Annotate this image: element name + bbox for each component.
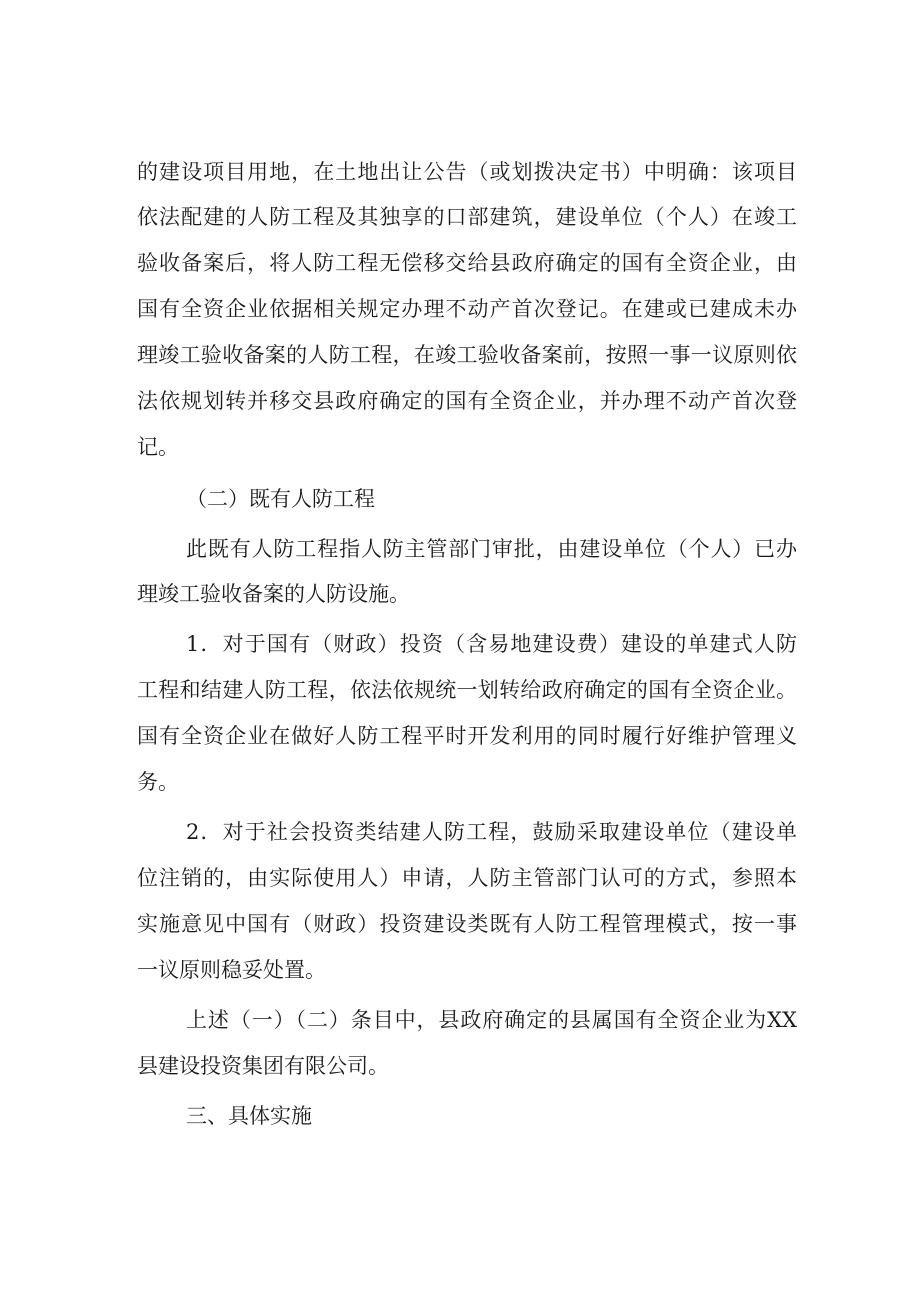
text-line: 验收备案后，将人防工程无偿移交给县政府确定的国有全资企业，由 — [137, 251, 797, 275]
text-line: 务。 — [137, 770, 179, 794]
text-line: 实施意见中国有（财政）投资建设类既有人防工程管理模式，按一事 — [137, 912, 797, 936]
heading-implementation: 三、具体实施 — [186, 1104, 312, 1128]
text-line: 2．对于社会投资类结建人防工程，鼓励采取建设单位（建设单 — [186, 820, 797, 844]
text-line: 一议原则稳妥处置。 — [137, 958, 326, 982]
text-line: 此既有人防工程指人防主管部门审批，由建设单位（个人）已办 — [186, 537, 797, 561]
text-line: 法依规划转并移交县政府确定的国有全资企业，并办理不动产首次登 — [137, 389, 797, 413]
heading-existing-works: （二）既有人防工程 — [186, 487, 375, 511]
text-line: 依法配建的人防工程及其独享的口部建筑，建设单位（个人）在竣工 — [137, 205, 797, 229]
text-line: 1．对于国有（财政）投资（含易地建设费）建设的单建式人防 — [186, 632, 797, 656]
text-line: 理竣工验收备案的人防设施。 — [137, 582, 410, 606]
text-line: 国有全资企业依据相关规定办理不动产首次登记。在建或已建成未办 — [137, 297, 797, 321]
text-line: 工程和结建人防工程，依法依规统一划转给政府确定的国有全资企业。 — [137, 678, 797, 702]
text-line: 理竣工验收备案的人防工程，在竣工验收备案前，按照一事一议原则依 — [137, 343, 797, 367]
text-line: 的建设项目用地，在土地出让公告（或划拨决定书）中明确：该项目 — [137, 160, 797, 184]
text-line: 县建设投资集团有限公司。 — [137, 1054, 389, 1078]
text-line: 位注销的，由实际使用人）申请，人防主管部门认可的方式，参照本 — [137, 866, 797, 890]
text-line: 上述（一）（二）条目中，县政府确定的县属国有全资企业为XX — [186, 1008, 797, 1032]
text-line: 国有全资企业在做好人防工程平时开发利用的同时履行好维护管理义 — [137, 724, 797, 748]
text-line: 记。 — [137, 435, 179, 459]
